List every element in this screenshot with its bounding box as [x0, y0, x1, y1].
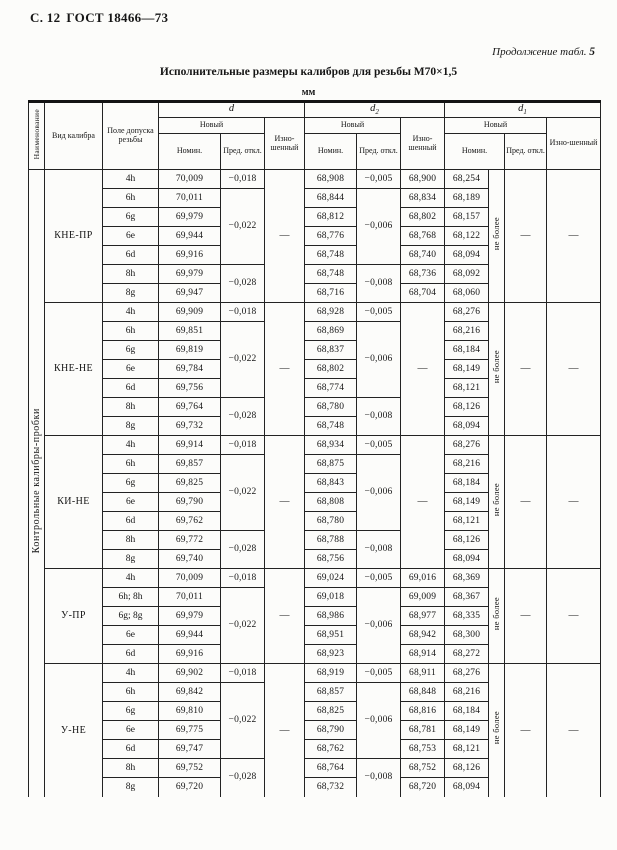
tolerance-field-cell: 4h — [103, 303, 159, 322]
d-nominal-cell: 69,732 — [159, 417, 221, 436]
d-nominal-cell: 69,825 — [159, 474, 221, 493]
tolerance-field-cell: 8g — [103, 550, 159, 569]
ne-bolee-cell-label: не более — [491, 596, 502, 631]
d-deviation-cell: −0,022 — [221, 455, 265, 531]
d2-worn-cell: 68,942 — [401, 626, 445, 645]
d-deviation-cell: −0,018 — [221, 664, 265, 683]
d2-nominal-cell: 68,986 — [305, 607, 357, 626]
d2-subscript: 2 — [375, 108, 379, 117]
d2-nominal-cell: 68,732 — [305, 778, 357, 797]
d2-nominal-cell: 68,908 — [305, 170, 357, 189]
d1-nominal-cell: 68,367 — [445, 588, 489, 607]
d1-nominal-cell: 68,121 — [445, 740, 489, 759]
d-deviation-cell: −0,022 — [221, 322, 265, 398]
d2-nominal-cell: 69,018 — [305, 588, 357, 607]
d-nominal-cell: 69,762 — [159, 512, 221, 531]
d-nominal-cell: 69,772 — [159, 531, 221, 550]
header-d-new: Новый — [159, 118, 265, 134]
table-row — [29, 436, 601, 455]
d-nominal-cell: 69,902 — [159, 664, 221, 683]
header-d-nominal: Номин. — [159, 134, 221, 170]
d2-nominal-cell: 69,024 — [305, 569, 357, 588]
tolerance-field-cell: 6h; 8h — [103, 588, 159, 607]
tolerance-field-cell: 6g — [103, 341, 159, 360]
header-gauge-type: Вид калибра — [45, 102, 103, 170]
d2-worn-cell: 68,753 — [401, 740, 445, 759]
d2-worn-cell: — — [401, 436, 445, 569]
header-d-worn: Изно-шенный — [265, 118, 305, 170]
d2-worn-cell: 68,752 — [401, 759, 445, 778]
d-nominal-cell: 70,009 — [159, 170, 221, 189]
ne-bolee-cell-label: не более — [491, 711, 502, 745]
d-nominal-cell: 69,842 — [159, 683, 221, 702]
header-d1-worn: Изно-шенный — [547, 118, 601, 170]
d2-nominal-cell: 68,780 — [305, 398, 357, 417]
d2-deviation-cell: −0,006 — [357, 588, 401, 664]
d1-worn-cell: — — [547, 170, 601, 303]
ne-bolee-cell-label: не более — [491, 349, 502, 384]
d-nominal-cell: 69,914 — [159, 436, 221, 455]
d1-nominal-cell: 68,094 — [445, 417, 489, 436]
d2-worn-cell: 68,977 — [401, 607, 445, 626]
d-deviation-cell: −0,022 — [221, 683, 265, 759]
header-d1 — [445, 102, 601, 118]
d2-nominal-cell: 68,923 — [305, 645, 357, 664]
d2-nominal-cell: 68,825 — [305, 702, 357, 721]
d1-symbol: d — [518, 103, 524, 115]
d2-nominal-cell: 68,790 — [305, 721, 357, 740]
d-deviation-cell: −0,028 — [221, 531, 265, 569]
d1-nominal-cell: 68,276 — [445, 436, 489, 455]
d2-symbol: d — [370, 103, 376, 115]
d-nominal-cell: 69,764 — [159, 398, 221, 417]
d1-nominal-cell: 68,126 — [445, 398, 489, 417]
d1-nominal-cell: 68,216 — [445, 683, 489, 702]
d2-nominal-cell: 68,808 — [305, 493, 357, 512]
d1-nominal-cell: 68,060 — [445, 284, 489, 303]
d2-nominal-cell: 68,951 — [305, 626, 357, 645]
d-nominal-cell: 69,720 — [159, 778, 221, 797]
d2-worn-cell: 68,848 — [401, 683, 445, 702]
ne-bolee-cell — [489, 303, 505, 436]
d-deviation-cell: −0,022 — [221, 189, 265, 265]
tolerance-field-cell: 6d — [103, 379, 159, 398]
d2-nominal-cell: 68,812 — [305, 208, 357, 227]
d-deviation-cell: −0,018 — [221, 303, 265, 322]
d2-deviation-cell: −0,008 — [357, 531, 401, 569]
d-nominal-cell: 69,752 — [159, 759, 221, 778]
d-nominal-cell: 69,756 — [159, 379, 221, 398]
d-worn-cell: — — [265, 569, 305, 664]
tolerance-field-cell: 6g — [103, 702, 159, 721]
gauge-type-cell: У-НЕ — [45, 664, 103, 797]
header-d2 — [305, 102, 445, 118]
d-nominal-cell: 69,944 — [159, 626, 221, 645]
tolerance-field-cell: 8g — [103, 417, 159, 436]
d2-nominal-cell: 68,919 — [305, 664, 357, 683]
d-nominal-cell: 69,819 — [159, 341, 221, 360]
d2-deviation-cell: −0,006 — [357, 683, 401, 759]
d2-worn-cell: — — [401, 303, 445, 436]
d1-nominal-cell: 68,122 — [445, 227, 489, 246]
tolerance-field-cell: 6d — [103, 740, 159, 759]
d2-deviation-cell: −0,005 — [357, 569, 401, 588]
tolerance-field-cell: 6e — [103, 721, 159, 740]
d1-nominal-cell: 68,184 — [445, 474, 489, 493]
d2-nominal-cell: 68,788 — [305, 531, 357, 550]
d-symbol: d — [228, 103, 235, 115]
gauge-type-cell: КНЕ-НЕ — [45, 303, 103, 436]
d2-deviation-cell: −0,006 — [357, 189, 401, 265]
d-deviation-cell: −0,028 — [221, 398, 265, 436]
d-deviation-cell: −0,018 — [221, 170, 265, 189]
d1-nominal-cell: 68,272 — [445, 645, 489, 664]
d-worn-cell: — — [265, 664, 305, 797]
tolerance-field-cell: 6e — [103, 626, 159, 645]
ne-bolee-cell — [489, 569, 505, 664]
tolerance-field-cell: 4h — [103, 664, 159, 683]
tolerance-field-cell: 8g — [103, 284, 159, 303]
tolerance-field-cell: 4h — [103, 569, 159, 588]
header-d-deviation: Пред. откл. — [221, 134, 265, 170]
d2-worn-cell: 69,016 — [401, 569, 445, 588]
d2-worn-cell: 68,802 — [401, 208, 445, 227]
d-nominal-cell: 69,944 — [159, 227, 221, 246]
d1-nominal-cell: 68,184 — [445, 702, 489, 721]
tolerance-field-cell: 4h — [103, 170, 159, 189]
d2-worn-cell: 68,914 — [401, 645, 445, 664]
d2-deviation-cell: −0,008 — [357, 398, 401, 436]
d-nominal-cell: 69,740 — [159, 550, 221, 569]
header-tolerance-field: Поле допуска резьбы — [103, 102, 159, 170]
tolerance-field-cell: 6g — [103, 208, 159, 227]
tolerance-field-cell: 6e — [103, 227, 159, 246]
d1-nominal-cell: 68,300 — [445, 626, 489, 645]
header-d2-new: Новый — [305, 118, 401, 134]
d2-deviation-cell: −0,008 — [357, 265, 401, 303]
d2-nominal-cell: 68,748 — [305, 265, 357, 284]
d1-nominal-cell: 68,369 — [445, 569, 489, 588]
d2-deviation-cell: −0,008 — [357, 759, 401, 797]
tolerance-field-cell: 6h — [103, 455, 159, 474]
d1-nominal-cell: 68,126 — [445, 759, 489, 778]
d2-nominal-cell: 68,762 — [305, 740, 357, 759]
d1-worn-cell: — — [547, 664, 601, 797]
table-row — [29, 170, 601, 189]
d1-nominal-cell: 68,276 — [445, 303, 489, 322]
d2-worn-cell: 68,816 — [401, 702, 445, 721]
header-d2-worn: Изно-шенный — [401, 118, 445, 170]
ne-bolee-cell-label: не более — [491, 482, 502, 517]
d-nominal-cell: 69,775 — [159, 721, 221, 740]
d1-nominal-cell: 68,094 — [445, 246, 489, 265]
d2-nominal-cell: 68,857 — [305, 683, 357, 702]
d-deviation-cell: −0,018 — [221, 436, 265, 455]
d-nominal-cell: 69,979 — [159, 265, 221, 284]
d-worn-cell: — — [265, 436, 305, 569]
d2-worn-cell: 68,704 — [401, 284, 445, 303]
d-deviation-cell: −0,028 — [221, 265, 265, 303]
d2-nominal-cell: 68,875 — [305, 455, 357, 474]
d1-nominal-cell: 68,149 — [445, 493, 489, 512]
ne-bolee-cell — [489, 664, 505, 797]
header-naimenovanie-label: Наименование — [31, 109, 41, 160]
d-deviation-cell: −0,022 — [221, 588, 265, 664]
tolerance-field-cell: 6d — [103, 512, 159, 531]
tolerance-field-cell: 6e — [103, 493, 159, 512]
page-number: С. 12 — [30, 10, 61, 25]
continuation-table-number: 5 — [589, 46, 595, 58]
d2-nominal-cell: 68,776 — [305, 227, 357, 246]
d1-nominal-cell: 68,189 — [445, 189, 489, 208]
header-d2-nominal: Номин. — [305, 134, 357, 170]
header-naimenovanie — [29, 102, 45, 170]
d2-nominal-cell: 68,764 — [305, 759, 357, 778]
side-label-cell — [29, 170, 45, 797]
d2-nominal-cell: 68,934 — [305, 436, 357, 455]
ne-bolee-cell — [489, 436, 505, 569]
d1-nominal-cell: 68,126 — [445, 531, 489, 550]
d2-worn-cell: 68,834 — [401, 189, 445, 208]
header-d1-deviation: Пред. откл. — [505, 134, 547, 170]
tolerance-field-cell: 4h — [103, 436, 159, 455]
d2-nominal-cell: 68,748 — [305, 246, 357, 265]
tolerance-field-cell: 6d — [103, 645, 159, 664]
tolerance-field-cell: 8g — [103, 778, 159, 797]
d2-worn-cell: 68,768 — [401, 227, 445, 246]
d1-nominal-cell: 68,276 — [445, 664, 489, 683]
d2-worn-cell: 68,781 — [401, 721, 445, 740]
tolerance-field-cell: 8h — [103, 265, 159, 284]
ne-bolee-cell — [489, 170, 505, 303]
d2-nominal-cell: 68,837 — [305, 341, 357, 360]
d1-nominal-cell: 68,157 — [445, 208, 489, 227]
tolerance-field-cell: 6d — [103, 246, 159, 265]
d-deviation-cell: −0,018 — [221, 569, 265, 588]
d1-deviation-cell: — — [505, 436, 547, 569]
d2-deviation-cell: −0,006 — [357, 322, 401, 398]
d-deviation-cell: −0,028 — [221, 759, 265, 797]
gauge-type-cell: У-ПР — [45, 569, 103, 664]
d1-subscript: 1 — [523, 108, 527, 117]
d1-worn-cell: — — [547, 569, 601, 664]
d-nominal-cell: 69,909 — [159, 303, 221, 322]
d1-deviation-cell: — — [505, 569, 547, 664]
d1-nominal-cell: 68,092 — [445, 265, 489, 284]
d1-nominal-cell: 68,335 — [445, 607, 489, 626]
d2-deviation-cell: −0,005 — [357, 303, 401, 322]
d2-deviation-cell: −0,005 — [357, 664, 401, 683]
page-header — [30, 10, 168, 26]
d1-nominal-cell: 68,254 — [445, 170, 489, 189]
d2-nominal-cell: 68,774 — [305, 379, 357, 398]
d2-worn-cell: 68,900 — [401, 170, 445, 189]
d-nominal-cell: 70,009 — [159, 569, 221, 588]
table-row — [29, 664, 601, 683]
d2-worn-cell: 69,009 — [401, 588, 445, 607]
d2-nominal-cell: 68,844 — [305, 189, 357, 208]
d1-nominal-cell: 68,094 — [445, 550, 489, 569]
dimensions-table — [28, 100, 601, 797]
table-row — [29, 569, 601, 588]
doc-number: ГОСТ 18466—73 — [66, 10, 169, 25]
d1-deviation-cell: — — [505, 303, 547, 436]
tolerance-field-cell: 6g; 8g — [103, 607, 159, 626]
units-label: мм — [301, 87, 316, 98]
table-title: Исполнительные размеры калибров для резьбы М70×1,5 — [159, 66, 458, 78]
d2-nominal-cell: 68,928 — [305, 303, 357, 322]
d-worn-cell: — — [265, 303, 305, 436]
d2-deviation-cell: −0,005 — [357, 436, 401, 455]
d2-deviation-cell: −0,005 — [357, 170, 401, 189]
header-d — [159, 102, 305, 118]
tolerance-field-cell: 6h — [103, 683, 159, 702]
d-nominal-cell: 69,790 — [159, 493, 221, 512]
d-nominal-cell: 69,784 — [159, 360, 221, 379]
tolerance-field-cell: 6h — [103, 322, 159, 341]
table-continuation-note — [492, 46, 595, 58]
header-d1-new: Новый — [445, 118, 547, 134]
ne-bolee-cell-label: не более — [491, 216, 502, 251]
d2-nominal-cell: 68,780 — [305, 512, 357, 531]
d-nominal-cell: 69,810 — [159, 702, 221, 721]
d2-nominal-cell: 68,716 — [305, 284, 357, 303]
d1-deviation-cell: — — [505, 664, 547, 797]
d2-nominal-cell: 68,748 — [305, 417, 357, 436]
gauge-type-cell: КИ-НЕ — [45, 436, 103, 569]
tolerance-field-cell: 6h — [103, 189, 159, 208]
d1-worn-cell: — — [547, 436, 601, 569]
tolerance-field-cell: 8h — [103, 531, 159, 550]
d2-nominal-cell: 68,869 — [305, 322, 357, 341]
d1-nominal-cell: 68,121 — [445, 379, 489, 398]
gauge-type-cell: КНЕ-ПР — [45, 170, 103, 303]
table-row — [29, 303, 601, 322]
d1-nominal-cell: 68,216 — [445, 455, 489, 474]
d1-nominal-cell: 68,094 — [445, 778, 489, 797]
d1-nominal-cell: 68,149 — [445, 360, 489, 379]
d-nominal-cell: 70,011 — [159, 189, 221, 208]
d2-worn-cell: 68,720 — [401, 778, 445, 797]
header-d1-nominal: Номин. — [445, 134, 505, 170]
d2-nominal-cell: 68,756 — [305, 550, 357, 569]
d2-worn-cell: 68,736 — [401, 265, 445, 284]
d-nominal-cell: 70,011 — [159, 588, 221, 607]
d-nominal-cell: 69,947 — [159, 284, 221, 303]
continuation-text: Продолжение табл. — [492, 46, 587, 58]
d-nominal-cell: 69,916 — [159, 645, 221, 664]
d-nominal-cell: 69,979 — [159, 208, 221, 227]
d-nominal-cell: 69,851 — [159, 322, 221, 341]
d1-deviation-cell: — — [505, 170, 547, 303]
d2-worn-cell: 68,911 — [401, 664, 445, 683]
d2-nominal-cell: 68,802 — [305, 360, 357, 379]
header-d2-deviation: Пред. откл. — [357, 134, 401, 170]
d2-nominal-cell: 68,843 — [305, 474, 357, 493]
tolerance-field-cell: 6g — [103, 474, 159, 493]
tolerance-field-cell: 8h — [103, 398, 159, 417]
side-label-cell-label: Контрольные калибры-пробки — [30, 408, 42, 554]
d2-deviation-cell: −0,006 — [357, 455, 401, 531]
d-nominal-cell: 69,916 — [159, 246, 221, 265]
d-nominal-cell: 69,857 — [159, 455, 221, 474]
d1-nominal-cell: 68,184 — [445, 341, 489, 360]
d-nominal-cell: 69,747 — [159, 740, 221, 759]
d1-worn-cell: — — [547, 303, 601, 436]
d-worn-cell: — — [265, 170, 305, 303]
d1-nominal-cell: 68,149 — [445, 721, 489, 740]
tolerance-field-cell: 6e — [103, 360, 159, 379]
d2-worn-cell: 68,740 — [401, 246, 445, 265]
d1-nominal-cell: 68,121 — [445, 512, 489, 531]
d-nominal-cell: 69,979 — [159, 607, 221, 626]
d1-nominal-cell: 68,216 — [445, 322, 489, 341]
tolerance-field-cell: 8h — [103, 759, 159, 778]
